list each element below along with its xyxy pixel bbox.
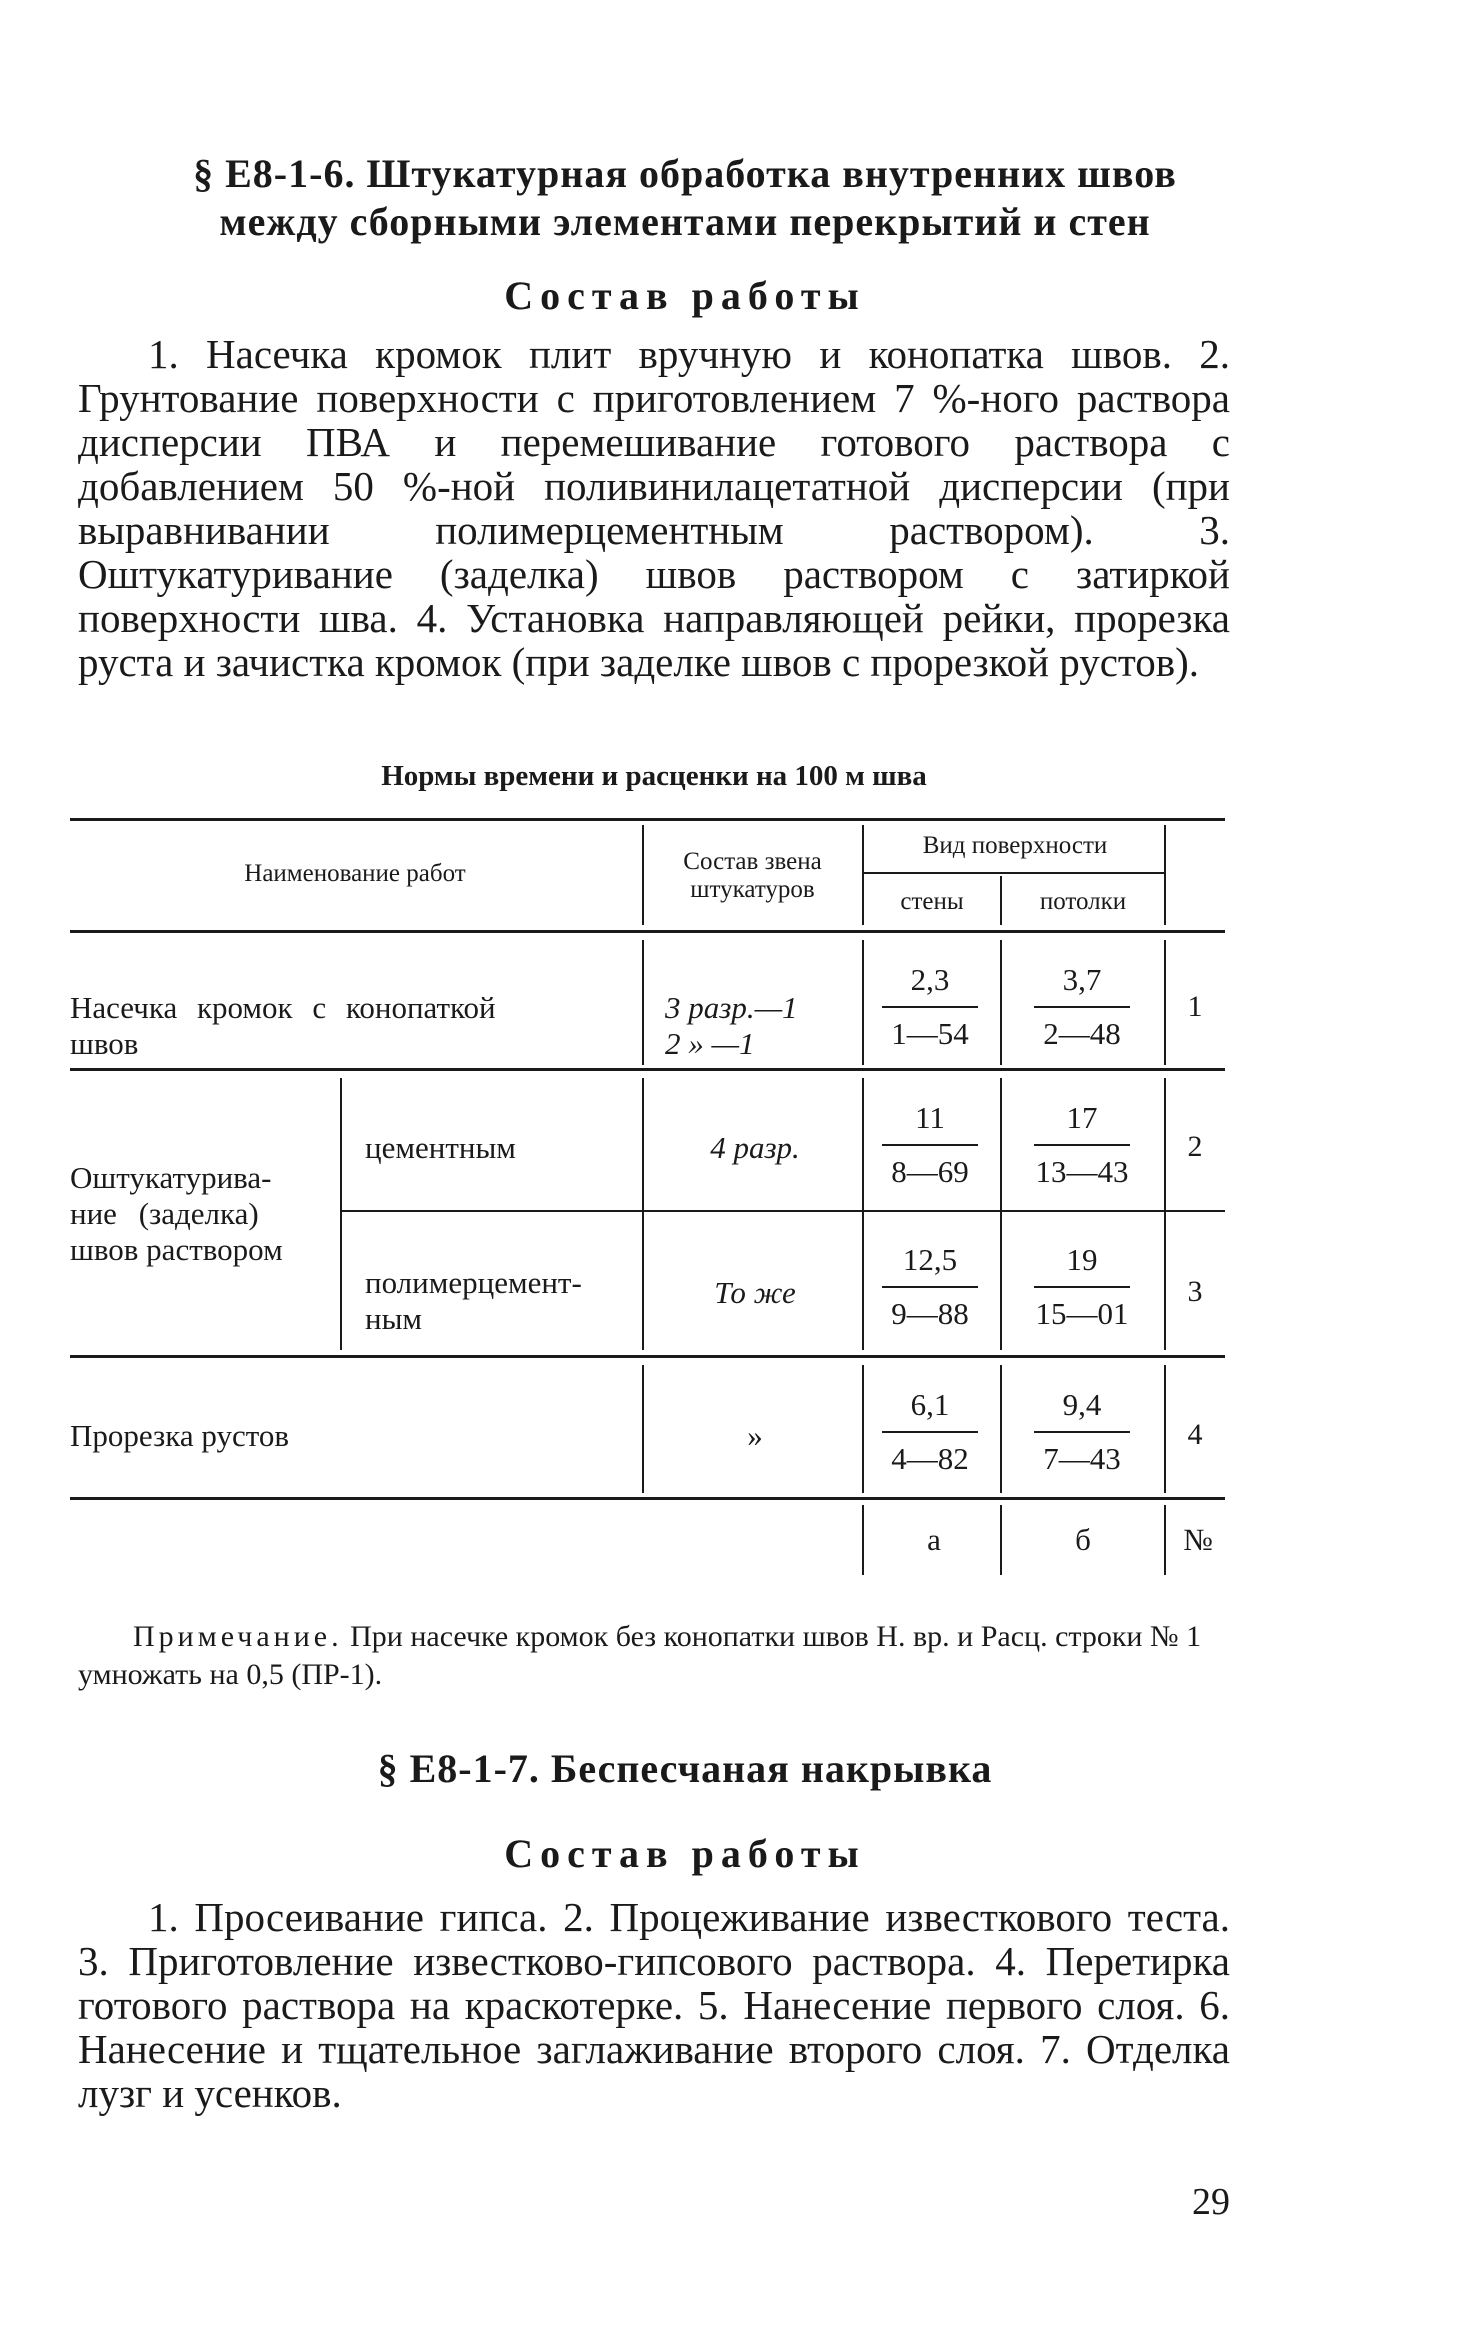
row1-number: 1: [1187, 990, 1203, 1023]
row3-ceilings: 19 15—01: [1035, 1242, 1129, 1331]
row4-name: Прорезка рустов: [70, 1418, 289, 1453]
row4-crew: »: [747, 1418, 763, 1453]
column-no-label: №: [1183, 1522, 1213, 1557]
header-ceilings: потолки: [1039, 888, 1127, 915]
row2-walls: 11 8—69: [870, 1098, 990, 1192]
row2-sub: цементным: [365, 1130, 516, 1165]
section-body: 1. Насечка кромок плит вручную и конопатка швов. 2. Грунтование поверхности с приготовлением 7 %-ного раствора дисперсии ПВА и перемешивание готового раствора с добавлением 50 %-ной поливинилацетатной дисперсии (при выравнивании полимерцементным раствором). 3. Оштукатуривание (заделка) швов раствором с затиркой поверхности шва. 4. Установка направляющей рейки, прорезка руста и зачистка кромок (при заделке швов с прорезкой рустов).: [78, 331, 1230, 685]
row3-walls: 12,5 9—88: [870, 1240, 990, 1334]
section-title-line1: § Е8-1-6. Штукатурная обработка внутренних швов: [193, 151, 1177, 196]
section2-subhead: Состав работы: [504, 1831, 866, 1876]
row4-walls: 6,1 4—82: [870, 1385, 990, 1479]
section-subhead: Состав работы: [504, 273, 866, 318]
header-name: Наименование работ: [244, 860, 466, 887]
header-crew: Состав звена штукатуров: [683, 848, 822, 903]
row3-crew: То же: [714, 1275, 796, 1310]
row2-crew: 4 разр.: [710, 1130, 800, 1165]
row4-number: 4: [1187, 1418, 1203, 1451]
section2-title: § Е8-1-7. Беспесчаная накрывка: [377, 1746, 993, 1791]
row1-walls: 2,3 1—54: [870, 960, 990, 1054]
header-surface: Вид поверхности: [922, 832, 1108, 859]
row1-crew: 3 разр.—1 2 » —1: [665, 990, 798, 1061]
page-number: 29: [1192, 2181, 1230, 2223]
column-b-label: б: [1075, 1522, 1091, 1557]
table-caption: Нормы времени и расценки на 100 м шва: [381, 760, 927, 792]
row2-number: 2: [1187, 1130, 1203, 1163]
row3-sub: полимерцемент- ным: [365, 1265, 582, 1336]
column-a-label: а: [927, 1522, 941, 1557]
section2-body: 1. Просеивание гипса. 2. Процеживание известкового теста. 3. Приготовление известково-гипсового раствора. 4. Перетирка готового раствора на краскотерке. 5. Нанесение первого слоя. 6. Нанесение и тщательное заглаживание второго слоя. 7. Отделка лузг и усенков.: [78, 1894, 1230, 2116]
row1-name: Насечка кромок с конопаткой швов: [70, 990, 496, 1061]
group-label: Оштукатурива- ние (заделка) швов раствором: [70, 1160, 283, 1267]
section-title-line2: между сборными элементами перекрытий и стен: [219, 199, 1151, 244]
row1-ceilings: 3,7 2—48: [1022, 960, 1142, 1054]
row2-ceilings: 17 13—43: [1035, 1100, 1129, 1189]
table-note: Примечание. При насечке кромок без конопатки швов Н. вр. и Расц. строки № 1 умножать на 0,5 (ПР-1).: [78, 1620, 1202, 1691]
row4-ceilings: 9,4 7—43: [1022, 1385, 1142, 1479]
header-walls: стены: [900, 888, 964, 915]
row3-number: 3: [1187, 1275, 1203, 1308]
